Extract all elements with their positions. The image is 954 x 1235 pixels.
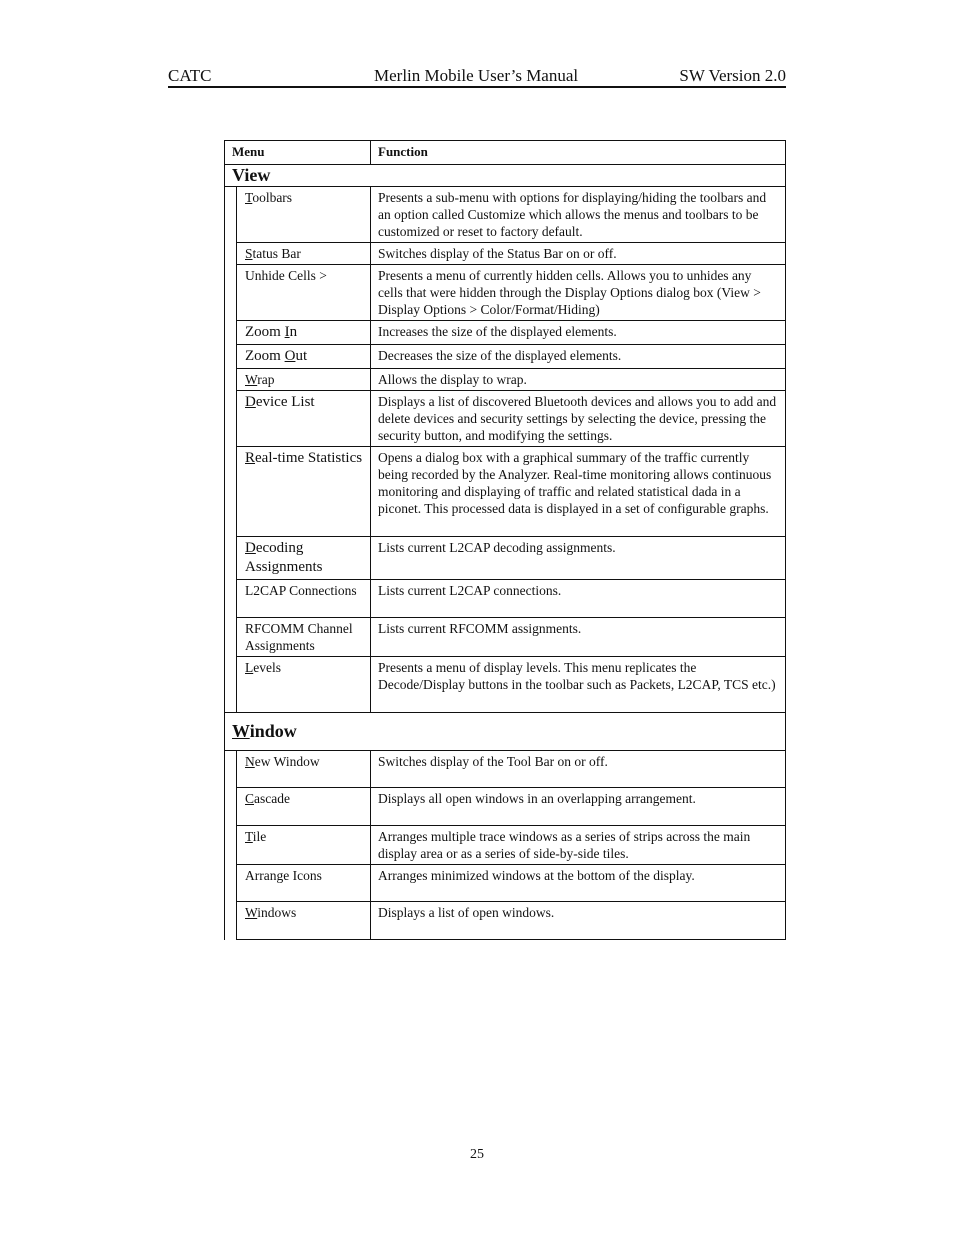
menu-item-name: L2CAP Connections — [237, 580, 371, 618]
table-row — [225, 580, 786, 618]
menu-item-name: New Window — [237, 751, 371, 788]
menu-item-function: Opens a dialog box with a graphical summary of the traffic currently being recorded by the Analyzer. Real-time monitoring allows continuous monitoring and displaying of traffic and related statistical dada in a piconet. This processed data is displayed in a set of configurable graphs. — [371, 447, 786, 537]
menu-item-function: Displays all open windows in an overlapping arrangement. — [371, 788, 786, 826]
header-title: Merlin Mobile User’s Manual — [374, 66, 579, 85]
menu-item-name: Cascade — [237, 788, 371, 826]
menu-item-name: Device List — [237, 391, 371, 447]
table-row — [225, 447, 786, 537]
table-row — [225, 788, 786, 826]
menu-item-name: Levels — [237, 657, 371, 713]
table-row — [225, 657, 786, 713]
header-version: SW Version 2.0 — [679, 66, 786, 85]
section-row-window — [225, 713, 786, 751]
menu-item-function: Presents a menu of display levels. This menu replicates the Decode/Display buttons in the toolbar such as Packets, L2CAP, TCS etc.) — [371, 657, 786, 713]
function-column-header: Function — [371, 141, 786, 165]
table-row — [225, 865, 786, 902]
menu-item-name: Unhide Cells > — [237, 265, 371, 321]
header-company: CATC — [168, 66, 212, 85]
table-header-row — [225, 141, 786, 165]
table-row — [225, 826, 786, 865]
menu-item-function: Decreases the size of the displayed elements. — [371, 345, 786, 369]
table-row — [225, 537, 786, 580]
menu-item-function: Displays a list of discovered Bluetooth devices and allows you to add and delete devices and security settings by selecting the device, pressing the security button, and modifying the settings. — [371, 391, 786, 447]
table-row — [225, 369, 786, 391]
menu-item-function: Switches display of the Status Bar on or off. — [371, 243, 786, 265]
menu-item-function: Allows the display to wrap. — [371, 369, 786, 391]
menu-item-name: Real-time Statistics — [237, 447, 371, 537]
menu-item-function: Switches display of the Tool Bar on or off. — [371, 751, 786, 788]
table-row — [225, 618, 786, 657]
menu-item-name: RFCOMM Channel Assignments — [237, 618, 371, 657]
table-row — [225, 345, 786, 369]
menu-item-name: Zoom In — [237, 321, 371, 345]
section-row-view — [225, 165, 786, 187]
menu-item-name: Windows — [237, 902, 371, 940]
menu-item-name: Wrap — [237, 369, 371, 391]
table-row — [225, 751, 786, 788]
table-row — [225, 265, 786, 321]
table-row — [225, 187, 786, 243]
menu-item-function: Lists current RFCOMM assignments. — [371, 618, 786, 657]
section-title-view: View — [225, 165, 786, 187]
table-row — [225, 243, 786, 265]
menu-item-name: Tile — [237, 826, 371, 865]
table-row — [225, 391, 786, 447]
menu-item-function: Displays a list of open windows. — [371, 902, 786, 940]
menu-item-name: Zoom Out — [237, 345, 371, 369]
menu-item-function: Presents a menu of currently hidden cells. Allows you to unhides any cells that were hidden through the Display Options dialog box (View > Display Options > Color/Format/Hiding) — [371, 265, 786, 321]
section-title-window: Window — [225, 713, 786, 751]
menu-item-function: Arranges minimized windows at the bottom of the display. — [371, 865, 786, 902]
menu-item-function: Presents a sub-menu with options for displaying/hiding the toolbars and an option called Customize which allows the menus and toolbars to be customized or reset to factory default. — [371, 187, 786, 243]
menu-item-name: Decoding Assignments — [237, 537, 371, 580]
page-number: 25 — [470, 1147, 484, 1162]
table-row — [225, 902, 786, 940]
table-row — [225, 321, 786, 345]
menu-item-name: Status Bar — [237, 243, 371, 265]
menu-item-function: Arranges multiple trace windows as a series of strips across the main display area or as a series of side-by-side tiles. — [371, 826, 786, 865]
menu-item-function: Lists current L2CAP connections. — [371, 580, 786, 618]
menu-function-table — [224, 140, 786, 940]
menu-column-header: Menu — [225, 141, 371, 165]
page-header — [168, 64, 786, 88]
menu-item-function: Increases the size of the displayed elements. — [371, 321, 786, 345]
menu-item-function: Lists current L2CAP decoding assignments. — [371, 537, 786, 580]
menu-item-name: Arrange Icons — [237, 865, 371, 902]
menu-item-name: Toolbars — [237, 187, 371, 243]
